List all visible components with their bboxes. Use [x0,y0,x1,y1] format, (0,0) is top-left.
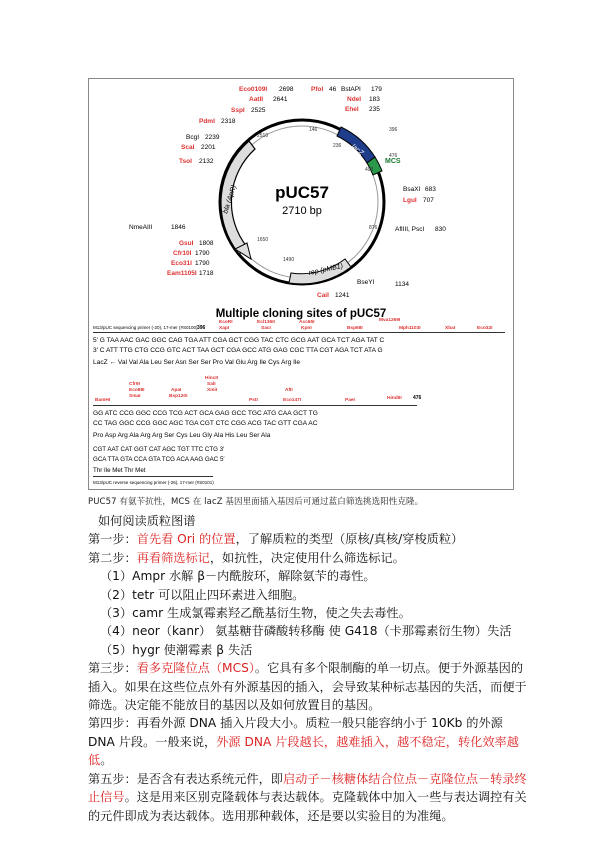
site-cfr10i: Cfr10I [173,250,192,257]
plasmid-name: pUC57 [275,183,329,202]
mcs-label: MCS [385,158,401,165]
tick-476: 476 [389,153,398,159]
lacz-label: lacZ [349,143,365,158]
site-bstapi: BstAPI [341,86,361,93]
site-bcgi: BcgI [186,134,200,141]
site-eam1105i: Eam1105I [167,270,197,277]
step-1 [88,530,528,548]
site-bcgi-pos: 2239 [205,134,220,141]
step1-highlight: 首先看 Ori 的位置 [136,532,236,547]
aa2: Pro Asp Arg Ala Arg Arg Ser Cys Leu Gly Ala His Leu Ser Ala [93,432,271,439]
enz-bsp68i: Bsp68I [347,326,363,331]
site-eco0109i: Eco0109I [239,86,268,93]
site-caii: CaiI [317,292,329,299]
site-eco31i-pos: 1790 [195,260,210,267]
site-lgui: LguI [403,197,417,204]
primer-fwd: M13/pUC sequencing primer (-20), 17-mer (#S0100) [93,325,198,330]
rep-label: rep (pMB1) [307,262,344,277]
heading: 如何阅读质粒图谱 [98,514,196,528]
tick-146: 146 [309,127,318,133]
step3-rest: 。它具有多个限制酶的单一切点。便于外源基因的插入。如果在这些位点外有外源基因的插入，会导致某种标志基因的失活，而便于筛选。决定能不能放目的基因以及如何放置目的基因。 [88,661,527,713]
site-tsoi: TsoI [179,158,192,165]
enz-hincii: HincII [205,376,219,381]
step-4 [88,714,528,769]
enz-kpni: KpnI [301,326,312,331]
site-ndei-pos: 183 [369,96,380,103]
marker-5: （5）hygr 使潮霉素 β 失活 [100,642,253,657]
site-nmeaiii: NmeAIII [129,224,153,231]
site-sspi-pos: 2525 [251,107,266,114]
enz-eco88i: Eco88I [129,388,145,393]
enz-smai: SmaI [129,394,141,399]
enz-eco147i: Eco147I [283,398,302,403]
marker-2: （2）tetr 可以阻止四环素进入细胞。 [100,587,305,602]
bla-label: bla (ApR) [222,184,239,215]
enz-apai: ApaI [171,388,182,393]
seq1-top: 5′ G TAA AAC GAC GGC CAG TGA ATT CGA GCT CGG TAC CTC GCG AAT GCA TCT AGA TAT C [93,337,385,344]
seq3-bot: GCA TTA GTA CCA GTA TCG ACA AAG GAC 5′ [93,456,225,463]
site-caii-pos: 1241 [335,292,350,299]
site-aatii-pos: 2641 [273,96,288,103]
step5-rest: 。这是用来区别克隆载体与表达载体。克隆载体中加入一些与表达调控有关的元件即成为表达载体。选用那种载体，还是要以实验目的为准绳。 [88,790,527,823]
pos-476: 476 [413,395,422,401]
enz-ecori: EcoRI [219,320,233,325]
site-bseyi-pos: 1134 [395,281,409,288]
site-cfr10i-pos: 1790 [195,250,210,257]
enz-bamhi: BamHI [95,398,111,403]
tick-2510: 2510 [257,133,269,139]
enz-mph1103i: Mph1103I [399,326,421,331]
tick-493: 493 [365,167,374,173]
site-pfoi: PfoI [311,86,324,93]
tick-1490: 1490 [283,257,295,263]
figure-caption: PUC57 有氨苄抗性，MCS 在 lacZ 基因里面插入基因后可通过蓝白筛选挑选阳性克隆。 [88,497,424,507]
step4-highlight: 外源 DNA 片段越长，越难插入，越不稳定，转化效率越低 [88,734,519,768]
enz-xapi: XapI [219,326,230,331]
site-ehei-pos: 235 [369,106,380,113]
enz-mva1269i: Mva1269I [379,318,401,323]
step4-end: 。 [100,753,113,768]
plasmid-figure [88,78,514,490]
step-2 [88,549,528,567]
plasmid-map-svg [89,79,513,489]
site-nmeaiii-pos: 1846 [171,224,186,231]
enz-saci: SacI [261,326,271,331]
marker-4: （4）neor（kanr） 氨基糖苷磷酸转移酶 使 G418（卡那霉素衍生物）失活 [100,624,512,639]
site-bsaxi-pos: 683 [425,186,436,193]
aa3: Thr Ile Met Thr Met [93,467,146,474]
enz-xmii: XmiI [207,388,218,393]
enz-acc65i: Acc65I [299,320,315,325]
mcs-title: Multiple cloning sites of pUC57 [215,308,387,320]
enz-xbai: XbaI [445,326,456,331]
site-aatii: AatII [249,96,264,103]
site-sspi: SspI [231,107,245,114]
step2-highlight: 再看筛选标记 [136,550,210,565]
step4-text: 第四步：再看外源 DNA 插入片段大小。质粒一般只能容纳小于 10Kb 的外源 DNA 片段。一般来说， [88,716,503,749]
site-lgui-pos: 707 [423,197,434,204]
site-bstapi-pos: 179 [371,86,382,93]
enzymes-row2 [95,375,402,403]
site-bsaxi: BsaXI [403,186,421,193]
site-gsui-pos: 1808 [199,240,214,247]
enz-sali: SalI [207,382,216,387]
site-afliii: AflIII, PscI [395,226,425,233]
step3-highlight: 看多克隆位点（MCS） [136,661,255,676]
site-pdmi-pos: 2318 [221,118,236,125]
plasmid-size: 2710 bp [282,205,322,217]
tick-1650: 1650 [257,237,269,243]
step3-prefix: 第三步： [88,661,137,676]
site-scai: ScaI [181,144,195,151]
enz-paei: PaeI [345,398,355,403]
enz-eco32i: Eco32I [477,326,493,331]
step1-rest: ，了解质粒的类型（原核/真核/穿梭质粒） [235,532,464,547]
site-gsui: GsuI [179,240,194,247]
enz-ecl136ii: Ecl136II [257,320,275,325]
enz-hindiii: HindIII [387,396,402,401]
enz-cfr9i: Cfr9I [129,382,140,387]
tick-396: 396 [389,127,398,133]
seq2-bot: CC TAG GGC CCG GGC AGC TGA CGT CTC CGG ACG TAC GTT CGA AC [93,420,318,427]
marker-3: （3）camr 生成氯霉素羟乙酰基衍生物，使之失去毒性。 [100,606,411,621]
seq2-top: GG ATC CCG GGC CCG TCG ACT GCA GAG GCC TGC ATG CAA GCT TG [93,410,318,417]
site-eco0109i-pos: 2698 [279,86,294,93]
site-ehei: EheI [345,106,359,113]
step5-prefix: 第五步：是否含有表达系统元件，即 [88,771,283,786]
pos-396: 396 [197,325,206,331]
site-pdmi: PdmI [199,118,215,125]
seq3-top: CGT AAT CAT GGT CAT AGC TGT TTC CTG 3′ [93,446,225,453]
site-afliii-pos: 830 [435,226,446,233]
site-eco31i: Eco31I [171,260,192,267]
step2-rest: ，如抗性，决定使用什么筛选标记。 [209,550,405,565]
enz-bsp120i: Bsp120I [169,394,188,399]
site-eam1105i-pos: 1718 [199,270,214,277]
site-scai-pos: 2201 [201,144,216,151]
site-bseyi: BseYI [357,279,375,286]
enz-afii: AfII [285,388,293,393]
step2-prefix: 第二步： [88,550,137,565]
marker-1: （1）Ampr 水解 β－内酰胺环，解除氨苄的毒性。 [100,569,376,584]
tick-236: 236 [333,143,342,149]
step-3 [88,659,528,714]
step-5 [88,770,528,825]
step5-highlight: 启动子－核糖体结合位点－克隆位点－转录终止信号 [88,771,527,805]
step1-prefix: 第一步： [88,532,137,547]
site-tsoi-pos: 2132 [199,158,214,165]
tick-876: 876 [369,225,378,231]
site-pfoi-pos: 46 [329,86,337,93]
aa1: LacZ ← Val Val Ala Leu Ser Asn Ser Ser Pro Val Glu Arg Ile Cys Arg Ile [93,359,301,366]
enz-psti: PstI [249,398,258,403]
site-ndei: NdeI [347,96,362,103]
seq1-bot: 3′ C ATT TTG CTG CCG GTC ACT TAA GCT CGA GCC ATG GAG CGC TTA CGT AGA TCT ATA G [93,347,383,354]
document-body [88,512,528,825]
primer-rev: M13/pUC reverse sequencing primer (-26), 17-mer (#S0101) [93,480,214,485]
